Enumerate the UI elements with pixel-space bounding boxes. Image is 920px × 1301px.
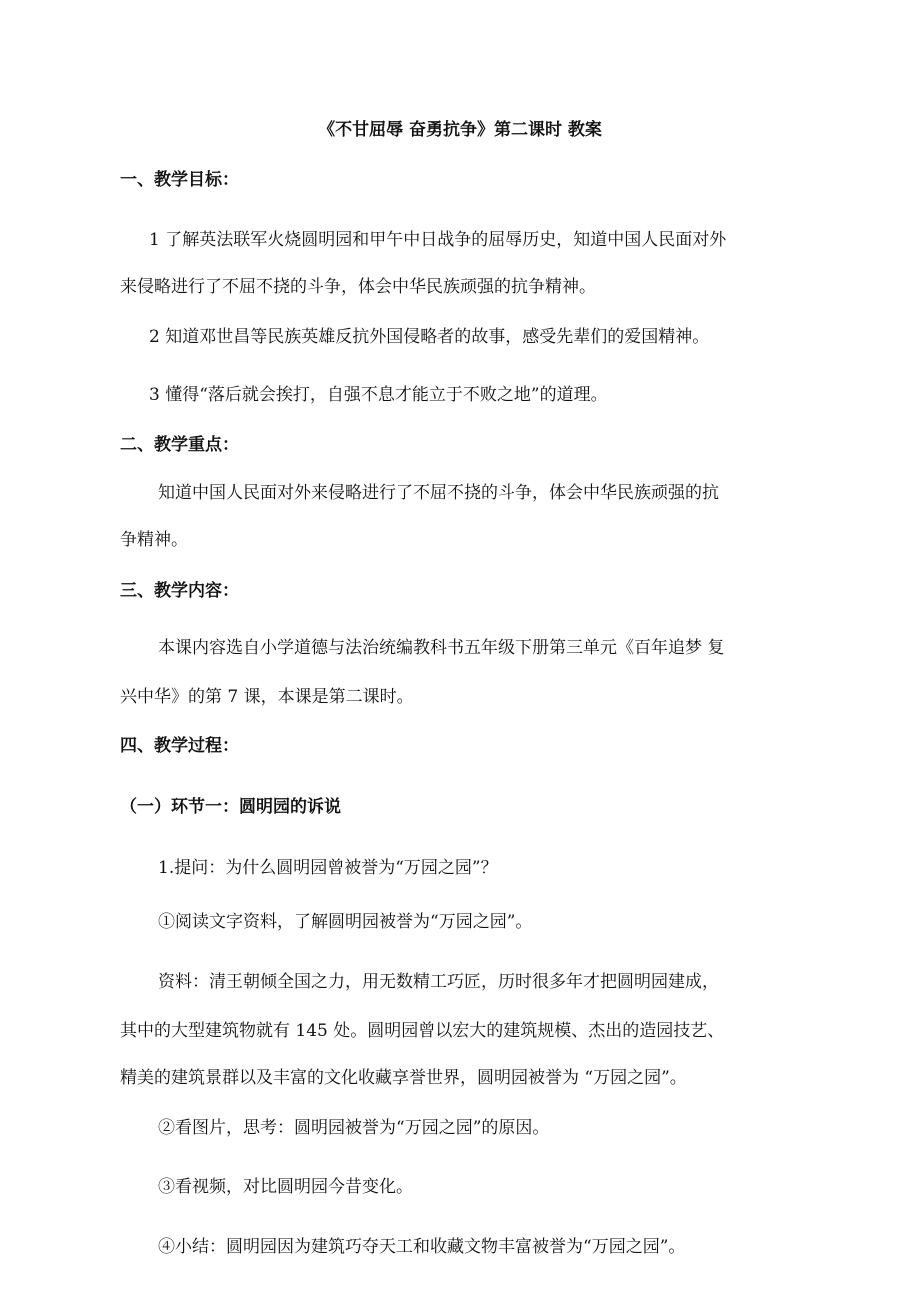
content-line-1: 本课内容选自小学道德与法治统编教科书五年级下册第三单元《百年追梦 复 (158, 638, 725, 658)
stage-1-step-3: ③看视频，对比圆明园今昔变化。 (158, 1177, 413, 1197)
stage-1-question: 1.提问：为什么圆明园曾被誉为“万园之园”？ (158, 858, 498, 878)
stage-1-material-line-1: 资料：清王朝倾全国之力，用无数精工巧匠，历时很多年才把圆明园建成， (158, 972, 719, 992)
objective-1-line-2: 来侵略进行了不屈不挠的斗争，体会中华民族顽强的抗争精神。 (120, 277, 596, 297)
key-points-heading: 二、教学重点： (120, 435, 239, 455)
objective-1-line-1: 1 了解英法联军火烧圆明园和甲午中日战争的屈辱历史，知道中国人民面对外 (149, 230, 727, 250)
content-line-2: 兴中华》的第 7 课，本课是第二课时。 (120, 687, 414, 707)
document-title: 《不甘屈辱 奋勇抗争》第二课时 教案 (318, 120, 602, 140)
key-points-line-2: 争精神。 (120, 530, 188, 550)
objective-3: 3 懂得“落后就会挨打，自强不息才能立于不败之地”的道理。 (149, 385, 608, 405)
objectives-heading: 一、教学目标： (120, 170, 239, 190)
stage-1-material-line-3: 精美的建筑景群以及丰富的文化收藏享誉世界，圆明园被誉为 “万园之园”。 (120, 1068, 687, 1088)
stage-1-heading: （一）环节一：圆明园的诉说 (120, 797, 341, 817)
key-points-line-1: 知道中国人民面对外来侵略进行了不屈不挠的斗争，体会中华民族顽强的抗 (158, 483, 719, 503)
objective-2: 2 知道邓世昌等民族英雄反抗外国侵略者的故事，感受先辈们的爱国精神。 (149, 327, 710, 347)
content-heading: 三、教学内容： (120, 581, 239, 601)
stage-1-step-4: ④小结：圆明园因为建筑巧夺天工和收藏文物丰富被誉为“万园之园”。 (158, 1237, 686, 1257)
stage-1-step-2: ②看图片，思考：圆明园被誉为“万园之园”的原因。 (158, 1118, 550, 1138)
process-heading: 四、教学过程： (120, 736, 239, 756)
stage-1-material-line-2: 其中的大型建筑物就有 145 处。圆明园曾以宏大的建筑规模、杰出的造园技艺、 (120, 1021, 725, 1041)
stage-1-step-1: ①阅读文字资料，了解圆明园被誉为“万园之园”。 (158, 912, 533, 932)
